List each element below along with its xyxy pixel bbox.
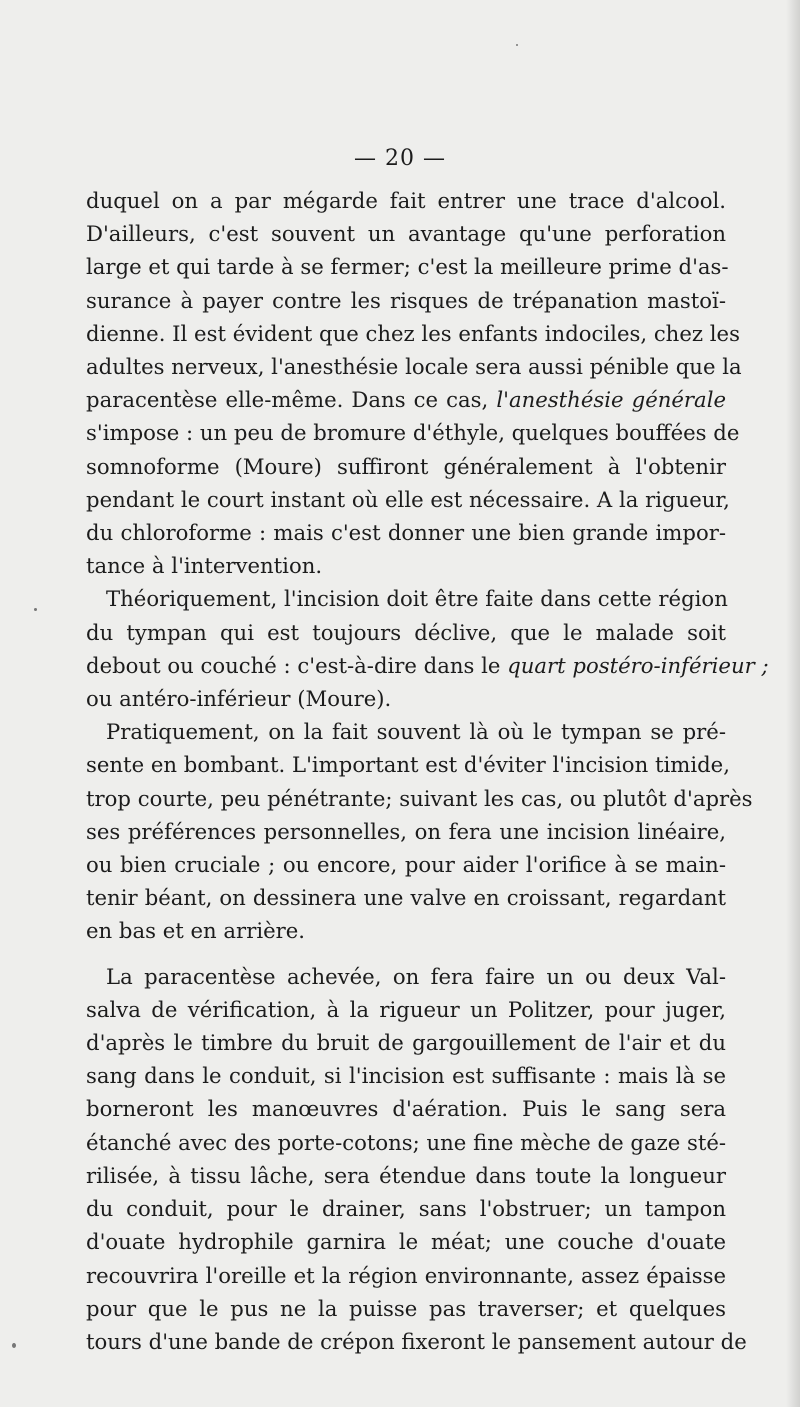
text-line: du tympan qui est toujours déclive, que le malade soit [86, 619, 726, 645]
text-line [86, 649, 769, 682]
text-line: rilisée, à tissu lâche, sera étendue dans toute la longueur [86, 1162, 726, 1188]
text-line: ses préférences personnelles, on fera une incision linéaire, [86, 818, 726, 844]
paragraph-2 [86, 582, 769, 715]
italic-term: quart postéro-inférieur ; [507, 652, 769, 678]
italic-term: l'anesthésie générale [496, 387, 727, 413]
body-text [86, 184, 769, 1358]
text-line: ou bien cruciale ; ou encore, pour aider l'orifice à se main- [86, 852, 726, 878]
text-line: recouvrira l'oreille et la région environnante, assez épaisse [86, 1262, 726, 1288]
text-line: d'ouate hydrophile garnira le méat; une couche d'ouate [86, 1229, 726, 1255]
text-line: du chloroforme : mais c'est donner une bien grande impor- [86, 520, 726, 546]
text-line: Pratiquement, on la fait souvent là où le tympan se pré- [106, 719, 726, 745]
text-line: duquel on a par mégarde fait entrer une trace d'alcool. [86, 188, 726, 213]
text-line: large et qui tarde à se fermer; c'est la meilleure prime d'as- [86, 254, 729, 280]
text-line: étanché avec des porte-cotons; une fine mèche de gaze sté- [86, 1129, 727, 1155]
paragraph-3 [86, 715, 753, 947]
text-line: salva de vérification, à la rigueur un Politzer, pour juger, [86, 996, 726, 1022]
scan-speck [34, 608, 37, 611]
text-line: sente en bombant. L'important est d'éviter l'incision timide, [86, 752, 730, 778]
text-line: tance à l'intervention. [86, 553, 323, 579]
text-line: pour que le pus ne la puisse pas traverser; et quelques [86, 1295, 726, 1321]
text-line: Théoriquement, l'incision doit être faite dans cette région [106, 586, 728, 612]
paragraph-4 [86, 960, 747, 1358]
page-edge-shadow [786, 0, 800, 1407]
text-line: pendant le court instant où elle est nécessaire. A la rigueur, [86, 486, 730, 512]
paragraph-1 [86, 184, 742, 582]
text-line: borneront les manœuvres d'aération. Puis le sang sera [86, 1096, 726, 1122]
text-line: d'après le timbre du bruit de gargouillement de l'air et du [86, 1030, 726, 1056]
page-number: — 20 — [354, 146, 446, 171]
text-line: en bas et en arrière. [86, 918, 306, 944]
text-line: dienne. Il est évident que chez les enfants indociles, chez les [86, 320, 740, 346]
text-line: D'ailleurs, c'est souvent un avantage qu'une perforation [86, 221, 726, 247]
text-line: s'impose : un peu de bromure d'éthyle, quelques bouffées de [86, 420, 740, 446]
text-line [86, 383, 726, 416]
text-line: ou antéro-inférieur (Moure). [86, 686, 392, 712]
line-text: paracentèse elle-même. Dans ce cas, [86, 387, 497, 413]
text-line: surance à payer contre les risques de trépanation mastoï- [86, 287, 726, 313]
text-line: somnoforme (Moure) suffiront généralement à l'obtenir [86, 453, 726, 479]
text-line: du conduit, pour le drainer, sans l'obstruer; un tampon [86, 1196, 726, 1222]
text-line: trop courte, peu pénétrante; suivant les cas, ou plutôt d'après [86, 785, 753, 811]
scan-speck [516, 44, 518, 46]
text-line: adultes nerveux, l'anesthésie locale sera aussi pénible que la [86, 354, 742, 380]
scan-speck [12, 1343, 16, 1348]
text-line: tours d'une bande de crépon fixeront le pansement autour de [86, 1328, 747, 1354]
text-line: La paracentèse achevée, on fera faire un ou deux Val- [106, 963, 726, 989]
line-text: debout ou couché : c'est-à-dire dans le [86, 652, 508, 678]
text-line: sang dans le conduit, si l'incision est suffisante : mais là se [86, 1063, 726, 1089]
text-line: tenir béant, on dessinera une valve en croissant, regardant [86, 885, 726, 911]
